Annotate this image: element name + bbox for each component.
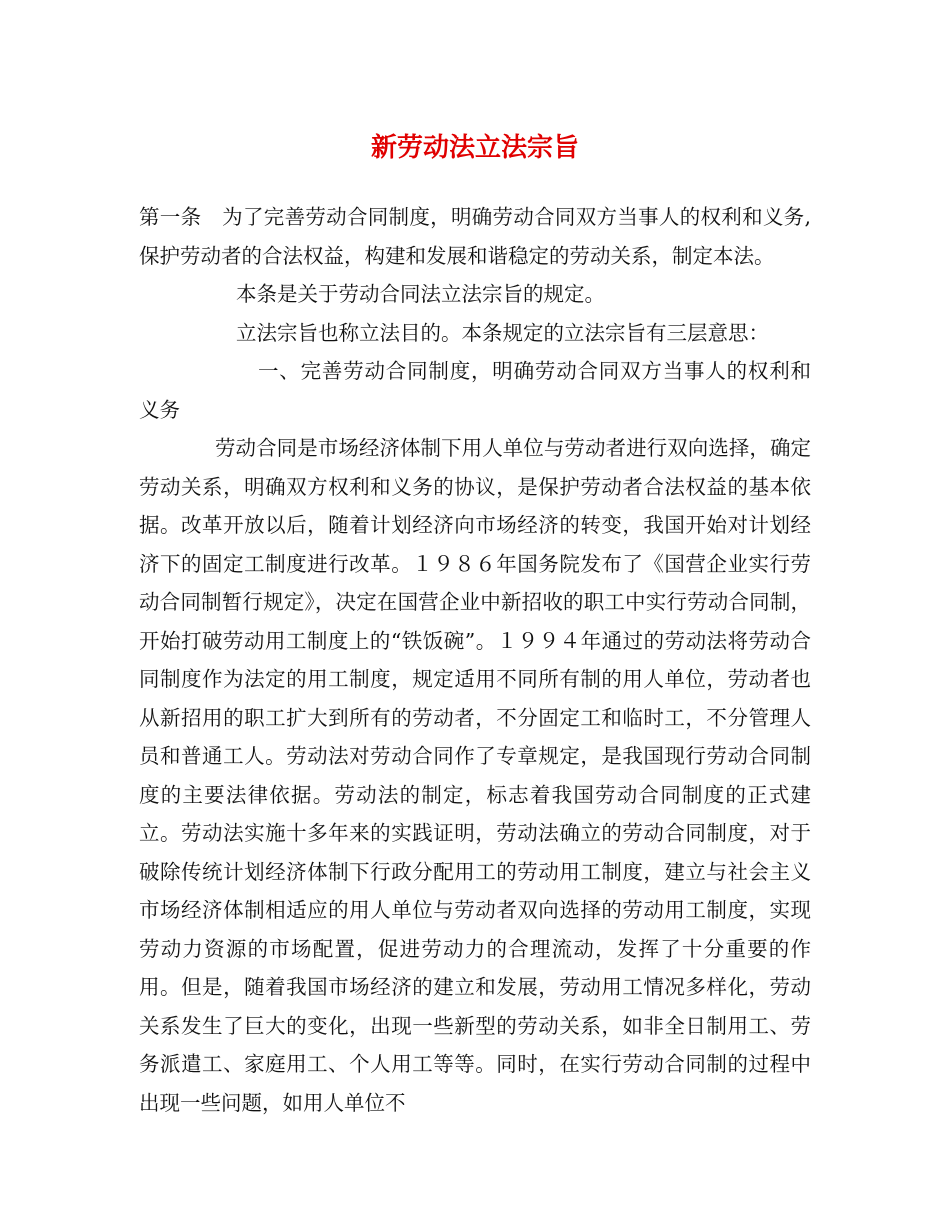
document-body [139, 198, 811, 1122]
body-paragraph: 立法宗旨也称立法目的。本条规定的立法宗旨有三层意思： [236, 320, 769, 345]
article-paragraph: 第一条 为了完善劳动合同制度，明确劳动合同双方当事人的权利和义务,保护劳动者的合法权益，构建和发展和谐稳定的劳动关系，制定本法。 [139, 205, 811, 268]
body-paragraph: 本条是关于劳动合同法立法宗旨的规定。 [236, 282, 605, 306]
document-title: 新劳动法立法宗旨 [370, 133, 579, 163]
body-paragraph: 劳动合同是市场经济体制下用人单位与劳动者进行双向选择，确定劳动关系，明确双方权利和义务的协议，是保护劳动者合法权益的基本依据。改革开放以后，随着计划经济向市场经济的转变，我国开始对计划经济下的固定工制度进行改革。１９８６年国务院发布了《国营企业实行劳动合同制暂行规定》，决定在国营企业中新招收的职工中实行劳动合同制，开始打破劳动用工制度上的“铁饭碗”。１９９４年通过的劳动法将劳动合同制度作为法定的用工制度，规定适用不同所有制的用人单位，劳动者也从新招用的职工扩大到所有的劳动者，不分固定工和临时工，不分管理人员和普通工人。劳动法对劳动合同作了专章规定，是我国现行劳动合同制度的主要法律依据。劳动法的制定，标志着我国劳动合同制度的正式建立。劳动法实施十多年来的实践证明，劳动法确立的劳动合同制度，对于破除传统计划经济体制下行政分配用工的劳动用工制度，建立与社会主义市场经济体制相适应的用人单位与劳动者双向选择的劳动用工制度，实现劳动力资源的市场配置，促进劳动力的合理流动，发挥了十分重要的作用。但是，随着我国市场经济的建立和发展，劳动用工情况多样化，劳动关系发生了巨大的变化，出现一些新型的劳动关系，如非全日制用工、劳务派遣工、家庭用工、个人用工等等。同时，在实行劳动合同制的过程中出现一些问题，如用人单位不 [139, 436, 811, 1115]
section-heading: 一、完善劳动合同制度，明确劳动合同双方当事人的权利和义务 [139, 359, 811, 422]
